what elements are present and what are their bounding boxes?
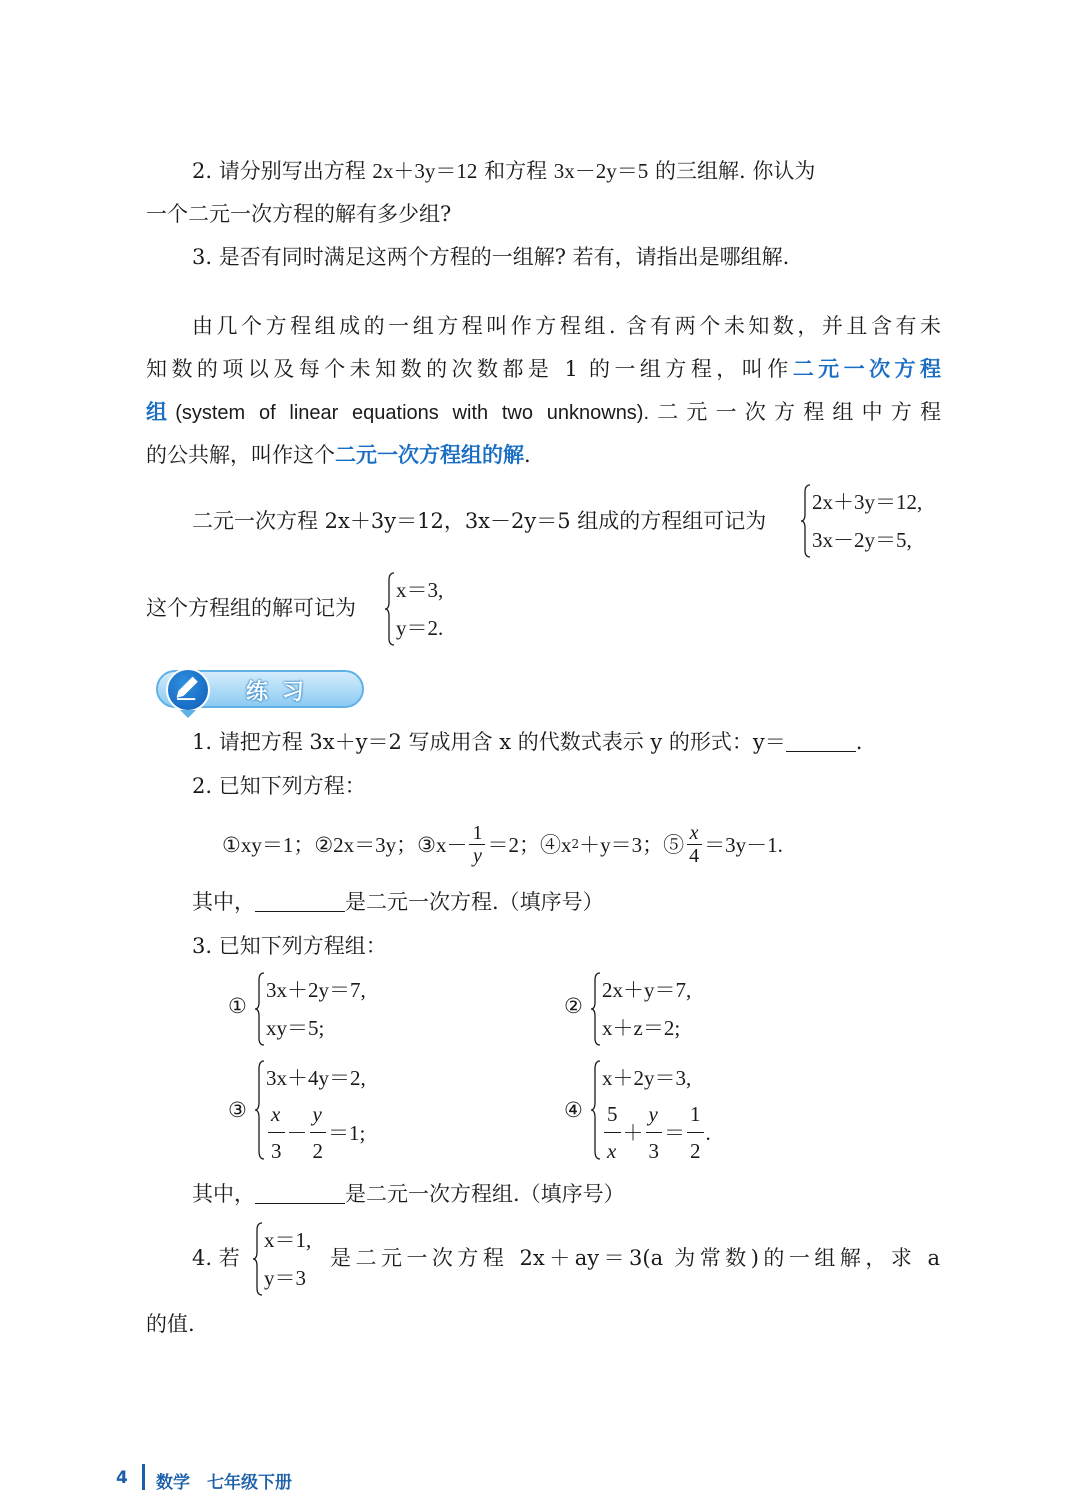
system-4: x＋2y＝3, $\frac{5}{x}$ ＋ $\frac{y}{3}$ ＝ $\frac{1}{2}$ . [590, 1060, 711, 1160]
term-solution-of-system: 二元一次方程组的解 [335, 442, 524, 467]
answer-blank[interactable] [255, 1181, 345, 1204]
solution-text: 这个方程组的解可记为 [146, 596, 356, 620]
page-number: 4 [116, 1468, 128, 1488]
system-3: 3x＋4y＝2, $\frac{x}{3}$ － $\frac{y}{2}$ ＝1; [254, 1060, 366, 1160]
fraction: $\frac{x}{4}$ [686, 822, 702, 867]
exercise-1: 1. 请把方程 3x＋y＝2 写成用含 x 的代数式表示 y 的形式：y＝ . [192, 730, 863, 754]
book-title: 数学 七年级下册 [156, 1473, 292, 1493]
question-2-line-2: 一个二元一次方程的解有多少组? [146, 202, 452, 226]
pencil-icon [166, 668, 210, 712]
fraction: $\frac{1}{y}$ [469, 822, 485, 867]
brace-icon [800, 484, 812, 558]
definition-line-2: 知数的项以及每个未知数的次数都是 1 的一组方程，叫作二元一次方程 [146, 356, 941, 381]
system-4-label: ④ [564, 1098, 583, 1122]
exercise-3: 3. 已知下列方程组： [192, 934, 387, 958]
exercise-2: 2. 已知下列方程： [192, 774, 366, 798]
system-2: 2x＋y＝7, x＋z＝2; [590, 972, 691, 1046]
english-term: (system of linear equations with two unknowns). [175, 402, 650, 424]
solution-system: x＝3, y＝2. [384, 572, 443, 646]
brace-icon [252, 1222, 264, 1296]
system-1-label: ① [228, 994, 247, 1018]
exercise-2-answer: 其中， 是二元一次方程.（填序号） [192, 890, 604, 914]
definition-line-1: 由几个方程组成的一组方程叫作方程组. 含有两个未知数，并且含有未 [192, 314, 941, 338]
question-3: 3. 是否有同时满足这两个方程的一组解? 若有，请指出是哪组解. [192, 245, 790, 269]
brace-icon [254, 1060, 266, 1160]
system-3-label: ③ [228, 1098, 247, 1122]
term-system-of-linear-equations: 二元一次方程 [792, 356, 941, 381]
exercise-banner [146, 668, 366, 712]
answer-blank[interactable] [786, 729, 856, 752]
system-2-label: ② [564, 994, 583, 1018]
question-2-line-1: 2. 请分别写出方程 2x＋3y＝12 和方程 3x－2y＝5 的三组解. 你认为 [192, 159, 816, 183]
exercise-2-equations: ①xy＝1；②2x＝3y；③x－ $\frac{1}{y}$ ＝2；④x 2 ＋y＝3；⑤ $\frac{x}{4}$ ＝3y－1. [222, 821, 783, 867]
brace-icon [590, 1060, 602, 1160]
system-1: 3x＋2y＝7, xy＝5; [254, 972, 366, 1046]
exercise-3-answer: 其中， 是二元一次方程组.（填序号） [192, 1182, 625, 1206]
answer-blank[interactable] [255, 889, 345, 912]
exercise-4-lead: 4. 若 [192, 1246, 240, 1270]
brace-icon [590, 972, 602, 1046]
definition-line-3: 组(system of linear equations with two unknowns).二元一次方程组中方程 [146, 399, 942, 424]
footer-divider [142, 1464, 145, 1490]
brace-icon [384, 572, 396, 646]
exercise-title: 练习 [246, 680, 319, 705]
definition-line-4: 的公共解，叫作这个二元一次方程组的解. [146, 442, 531, 467]
exercise-4-text: 是二元一次方程 2x＋ay＝3(a 为常数)的一组解，求 a [330, 1246, 940, 1270]
example-text: 二元一次方程 2x＋3y＝12，3x－2y＝5 组成的方程组可记为 [192, 509, 767, 533]
example-system: 2x＋3y＝12, 3x－2y＝5, [800, 484, 922, 558]
exercise-4-line-2: 的值. [146, 1312, 195, 1336]
exercise-4-system: x＝1, y＝3 [252, 1222, 311, 1296]
brace-icon [254, 972, 266, 1046]
